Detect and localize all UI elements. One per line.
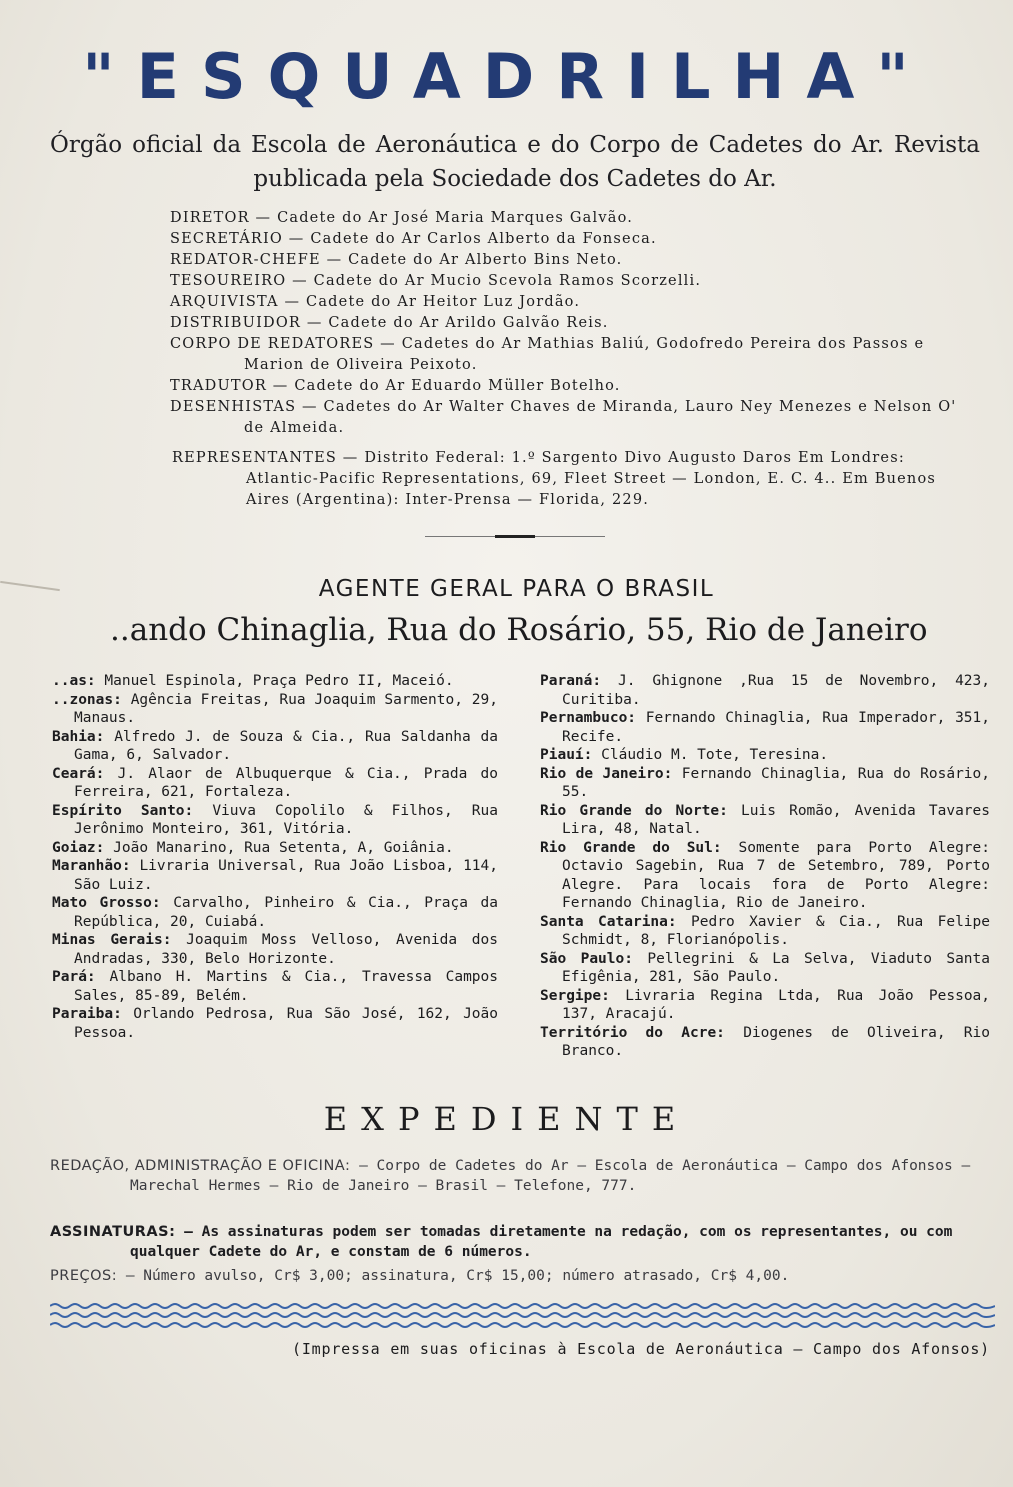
expediente-precos — [50, 1266, 995, 1286]
agent-text: Diogenes de Oliveira, Rio Branco. — [562, 1024, 991, 1059]
agent-state: São Paulo: — [540, 950, 633, 967]
agent-state: Rio Grande do Norte: — [540, 802, 728, 819]
agent-text: Carvalho, Pinheiro & Cia., Praça da República, 20, Cuiabá. — [74, 895, 498, 930]
staff-role: TESOUREIRO — [170, 273, 287, 289]
wave-ornament — [50, 1298, 995, 1334]
staff-role: SECRETÁRIO — [170, 231, 283, 247]
agent-state: Maranhão: — [52, 858, 131, 874]
agent-text: Pedro Xavier & Cia., Rua Felipe Schmidt, 8, Florianópolis. — [562, 913, 991, 948]
agent-state: ..as: — [52, 673, 96, 689]
staff-list — [170, 208, 980, 439]
agent-text: Luis Romão, Avenida Tavares Lira, 48, Natal. — [562, 802, 990, 837]
agent-text: Pellegrini & La Selva, Viaduto Santa Efigênia, 281, São Paulo. — [562, 950, 990, 985]
redacao-label: REDAÇÃO, ADMINISTRAÇÃO E OFICINA: — [50, 1158, 351, 1174]
precos-text: — Número avulso, Cr$ 3,00; assinatura, Cr$ 15,00; número atrasado, Cr$ 4,00. — [125, 1268, 790, 1284]
agent-state: Santa Catarina: — [540, 913, 677, 930]
staff-role: ARQUIVISTA — [170, 294, 279, 310]
assinaturas-text: — As assinaturas podem ser tomadas diretamente na redação, com os representantes, ou com qualquer Cadete do Ar, e constam de 6 números. — [130, 1224, 953, 1260]
agent-text: J. Ghignone ,Rua 15 de Novembro, 423, Curitiba. — [562, 673, 990, 708]
agent-entry — [52, 765, 498, 802]
agent-entry — [52, 839, 498, 858]
agent-state: Paraiba: — [52, 1006, 122, 1022]
section-divider — [425, 536, 605, 537]
staff-role: DISTRIBUIDOR — [170, 315, 302, 331]
agent-text: Alfredo J. de Souza & Cia., Rua Saldanha da Gama, 6, Salvador. — [74, 728, 498, 763]
agent-state: ..zonas: — [52, 691, 122, 708]
expediente-title: EXPEDIENTE — [323, 1100, 690, 1138]
divider-dash — [495, 535, 535, 538]
agent-entry — [540, 746, 990, 765]
agent-state: Bahia: — [52, 728, 105, 745]
agent-entry — [52, 894, 498, 931]
staff-name: Cadete do Ar Eduardo Müller Botelho. — [294, 378, 621, 394]
agent-text: Fernando Chinaglia, Rua Imperador, 351, Recife. — [562, 710, 990, 745]
agent-entry — [52, 728, 498, 765]
staff-entry: CORPO DE REDATORES — Cadetes do Ar Mathias Baliú, Godofredo Pereira dos Passos e Marion de Oliveira Peixoto. — [170, 336, 925, 373]
staff-name: Cadetes do Ar Mathias Baliú, Godofredo Pereira dos Passos e Marion de Oliveira Peixoto. — [244, 336, 925, 373]
precos-label: PREÇOS: — [50, 1268, 118, 1284]
agent-state: Rio Grande do Sul: — [540, 839, 722, 856]
staff-entry: ARQUIVISTA — Cadete do Ar Heitor Luz Jordão. — [170, 294, 581, 310]
agent-text: Joaquim Moss Velloso, Avenida dos Andradas, 330, Belo Horizonte. — [74, 932, 498, 967]
representatives-label: REPRESENTANTES — [172, 450, 337, 466]
agent-entry — [540, 839, 990, 913]
staff-role: DESENHISTAS — [170, 399, 297, 415]
agent-entry — [52, 802, 498, 839]
agent-state: Rio de Janeiro: — [540, 765, 673, 782]
agent-state: Paraná: — [540, 673, 602, 689]
staff-name: Cadete do Ar José Maria Marques Galvão. — [277, 210, 634, 226]
agent-state: Sergipe: — [540, 987, 610, 1004]
staff-entry: REDATOR-CHEFE — Cadete do Ar Alberto Bins Neto. — [170, 252, 623, 268]
staff-name: Cadete do Ar Alberto Bins Neto. — [348, 252, 623, 268]
agent-heading: AGENTE GERAL PARA O BRASIL — [318, 576, 715, 602]
magazine-title: "ESQUADRILHA" — [82, 40, 931, 113]
agent-text: Agência Freitas, Rua Joaquim Sarmento, 29, Manaus. — [74, 691, 498, 726]
agent-entry — [540, 672, 990, 709]
agent-text: Somente para Porto Alegre: Octavio Sagebin, Rua 7 de Setembro, 789, Porto Alegre. Para locais fora de Porto Alegre: Fernando Chinaglia, Rio de Janeiro. — [562, 839, 990, 911]
expediente-assinaturas — [50, 1222, 995, 1262]
agent-entry — [52, 691, 498, 728]
agent-text: Cláudio M. Tote, Teresina. — [601, 747, 829, 763]
agent-entry — [540, 709, 990, 746]
agent-text: Livraria Regina Ltda, Rua João Pessoa, 137, Aracajú. — [562, 987, 991, 1022]
wave-line-top — [50, 1304, 995, 1308]
agent-state: Espírito Santo: — [52, 802, 194, 819]
staff-name: Cadetes do Ar Walter Chaves de Miranda, Lauro Ney Menezes e Nelson O' de Almeida. — [244, 399, 957, 436]
staff-name: Cadete do Ar Heitor Luz Jordão. — [306, 294, 581, 310]
staff-name: Cadete do Ar Carlos Alberto da Fonseca. — [310, 231, 657, 247]
expediente-redacao — [50, 1156, 995, 1196]
agent-text: J. Alaor de Albuquerque & Cia., Prada do Ferreira, 621, Fortaleza. — [74, 765, 498, 800]
agent-entry — [540, 913, 990, 950]
agent-entry — [540, 802, 990, 839]
agent-text: João Manarino, Rua Setenta, A, Goiânia. — [113, 839, 454, 856]
printing-note: (Impressa em suas oficinas à Escola de Aeronáutica — Campo dos Afonsos) — [292, 1340, 990, 1358]
agent-state: Pernambuco: — [540, 710, 637, 726]
staff-name: Cadete do Ar Mucio Scevola Ramos Scorzelli. — [313, 273, 702, 289]
wave-line-middle — [50, 1313, 995, 1317]
staff-role: REDATOR-CHEFE — [170, 252, 321, 268]
agent-entry — [52, 672, 498, 691]
agent-text: Albano H. Martins & Cia., Travessa Campos Sales, 85-89, Belém. — [74, 969, 498, 1004]
agent-entry — [540, 950, 990, 987]
agent-state: Ceará: — [52, 765, 105, 782]
agent-state: Piauí: — [540, 747, 593, 763]
representatives-text: Distrito Federal: 1.º Sargento Divo Augusto Daros Em Londres: Atlantic-Pacific Representations, 69, Fleet Street — London, E. C. 4.. Em Buenos Aires (Argentina): Inter-Prensa — Florida, 229. — [246, 450, 937, 508]
agent-state: Minas Gerais: — [52, 932, 172, 948]
agent-state: Território do Acre: — [540, 1024, 725, 1041]
agent-entry — [52, 1005, 498, 1042]
staff-role: DIRETOR — [170, 210, 250, 226]
staff-entry: TRADUTOR — Cadete do Ar Eduardo Müller Botelho. — [170, 378, 621, 394]
agent-state: Goiaz: — [52, 839, 105, 856]
agent-state: Pará: — [52, 969, 96, 985]
staff-entry: TESOUREIRO — Cadete do Ar Mucio Scevola Ramos Scorzelli. — [170, 273, 702, 289]
agents-left-column — [52, 672, 498, 1042]
magazine-subtitle: Órgão oficial da Escola de Aeronáutica e do Corpo de Cadetes do Ar. Revista publicada pela Sociedade dos Cadetes do Ar. — [50, 132, 980, 192]
wave-line-bottom — [50, 1323, 995, 1327]
agents-right-column — [540, 672, 990, 1061]
agent-state: Mato Grosso: — [52, 895, 161, 911]
staff-entry: DIRETOR — Cadete do Ar José Maria Marques Galvão. — [170, 210, 634, 226]
agent-entry — [540, 987, 990, 1024]
agent-text: Viuva Copolilo & Filhos, Rua Jerônimo Monteiro, 361, Vitória. — [74, 802, 498, 837]
agent-entry — [52, 968, 498, 1005]
representatives: REPRESENTANTES — Distrito Federal: 1.º Sargento Divo Augusto Daros Em Londres: Atlantic-Pacific Representations, 69, Fleet Street — London, E. C. 4.. Em Buenos Aires (Argentina): Inter-Prensa — Florida, 229. — [172, 450, 937, 508]
agent-entry — [52, 857, 498, 894]
redacao-text: — Corpo de Cadetes do Ar — Escola de Aeronáutica — Campo dos Afonsos — Marechal Hermes — Rio de Janeiro — Brasil — Telefone, 777. — [130, 1158, 971, 1194]
agent-name: ..ando Chinaglia, Rua do Rosário, 55, Rio de Janeiro — [110, 612, 928, 648]
agent-entry — [52, 931, 498, 968]
staff-name: Cadete do Ar Arildo Galvão Reis. — [328, 315, 609, 331]
agent-entry — [540, 765, 990, 802]
agent-text: Fernando Chinaglia, Rua do Rosário, 55. — [562, 765, 990, 800]
agent-text: Livraria Universal, Rua João Lisboa, 114, São Luiz. — [74, 858, 498, 893]
agent-text: Manuel Espinola, Praça Pedro II, Maceió. — [104, 673, 454, 689]
staff-entry: SECRETÁRIO — Cadete do Ar Carlos Alberto da Fonseca. — [170, 231, 657, 247]
agent-text: Orlando Pedrosa, Rua São José, 162, João Pessoa. — [74, 1006, 498, 1041]
agent-entry — [540, 1024, 990, 1061]
staff-role: TRADUTOR — [170, 378, 267, 394]
staff-role: CORPO DE REDATORES — [170, 336, 375, 352]
staff-entry: DISTRIBUIDOR — Cadete do Ar Arildo Galvão Reis. — [170, 315, 609, 331]
assinaturas-label: ASSINATURAS: — [50, 1224, 176, 1240]
staff-entry: DESENHISTAS — Cadetes do Ar Walter Chaves de Miranda, Lauro Ney Menezes e Nelson O' de Almeida. — [170, 399, 957, 436]
